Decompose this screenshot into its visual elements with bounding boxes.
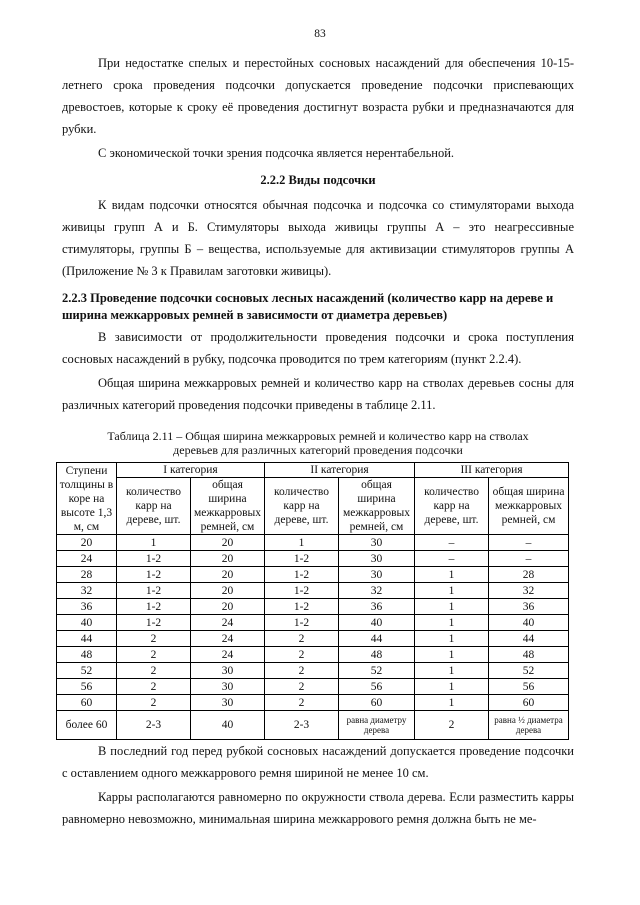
table-cell: 48 [339, 647, 415, 663]
table-cell: 2 [265, 647, 339, 663]
width-header: общая ширина межкарровых ремней, см [191, 478, 265, 535]
table-cell: 24 [191, 647, 265, 663]
table-cell: 2 [117, 647, 191, 663]
table-cell: 30 [339, 535, 415, 551]
table-cell: 28 [57, 567, 117, 583]
table-cell: 2 [415, 711, 489, 740]
table-cell: 52 [489, 663, 569, 679]
table-cell: 24 [191, 631, 265, 647]
paragraph-last-year: В последний год перед рубкой сосновых насаждений допускается проведение подсочки с оставлением одного межкаррового ремня шириной не менее 10 см. [62, 744, 574, 780]
stage-header: Ступени толщины в коре на высоте 1,3 м, см [57, 463, 117, 535]
table-row [57, 583, 569, 599]
table-cell: 48 [57, 647, 117, 663]
table-cell: 44 [489, 631, 569, 647]
count-header: количество карр на дереве, шт. [415, 478, 489, 535]
table-row [57, 631, 569, 647]
table-cell: 32 [489, 583, 569, 599]
table-cell: 24 [191, 615, 265, 631]
table-cell: 20 [191, 567, 265, 583]
table-cell: 1 [265, 535, 339, 551]
table-cell: 44 [57, 631, 117, 647]
table-cell: 2-3 [265, 711, 339, 740]
paragraph-young-stands: При недостатке спелых и перестойных сосновых насаждений для обеспечения 10-15-летнего срока проведения подсочки допускается проведение подсочки приспевающих древостоев, которые к сроку её проведения достигнут возраста рубки и предназначаются для рубки. [62, 56, 574, 136]
table-row [57, 551, 569, 567]
table-row [57, 663, 569, 679]
table-cell: 20 [191, 535, 265, 551]
table-cell: 30 [191, 663, 265, 679]
table-cell: 1-2 [117, 567, 191, 583]
table-cell: 30 [191, 679, 265, 695]
table-row [57, 599, 569, 615]
table-row [57, 615, 569, 631]
table-cell: 1 [415, 599, 489, 615]
table-cell: 30 [191, 695, 265, 711]
table-cell: 60 [57, 695, 117, 711]
table-cell: 60 [339, 695, 415, 711]
width-header: общая ширина межкарровых ремней, см [489, 478, 569, 535]
table-cell: 52 [57, 663, 117, 679]
table-row [57, 647, 569, 663]
table-cell: 2 [265, 695, 339, 711]
table-row [57, 711, 569, 740]
table-cell: 56 [339, 679, 415, 695]
table-cell: 20 [191, 599, 265, 615]
table-cell: 2-3 [117, 711, 191, 740]
count-header: количество карр на дереве, шт. [117, 478, 191, 535]
table-cell: 28 [489, 567, 569, 583]
table-cell: 2 [265, 663, 339, 679]
table-cell: 30 [339, 551, 415, 567]
table-cell: 40 [191, 711, 265, 740]
table-cell: 44 [339, 631, 415, 647]
table-cell: 40 [339, 615, 415, 631]
page-number: 83 [314, 28, 326, 40]
table-cell: 1-2 [117, 615, 191, 631]
table-cell: более 60 [57, 711, 117, 740]
paragraph-unprofitable: С экономической точки зрения подсочка является нерентабельной. [98, 146, 455, 160]
table-caption-line2: деревьев для различных категорий проведения подсочки [173, 443, 463, 457]
table-cell: 1 [415, 647, 489, 663]
table-cell: 1-2 [265, 583, 339, 599]
width-header: общая ширина межкарровых ремней, см [339, 478, 415, 535]
heading-tapping-types: 2.2.2 Виды подсочки [260, 173, 376, 187]
tapping-table [56, 462, 569, 740]
category-2-header: II категория [265, 463, 415, 478]
table-cell: 2 [265, 679, 339, 695]
table-cell: – [489, 535, 569, 551]
table-cell: 60 [489, 695, 569, 711]
heading-tapping-conduct: 2.2.3 Проведение подсочки сосновых лесных насаждений (количество карр на дереве и ширина межкарровых ремней в зависимости от диаметра деревьев) [62, 291, 554, 322]
table-cell: равна ½ диаметра дерева [489, 711, 569, 740]
table-cell: – [489, 551, 569, 567]
table-cell: 36 [489, 599, 569, 615]
table-caption-line1: Таблица 2.11 – Общая ширина межкарровых ремней и количество карр на стволах [107, 429, 529, 443]
table-cell: 1-2 [117, 551, 191, 567]
table-cell: – [415, 535, 489, 551]
table-cell: 1 [415, 679, 489, 695]
table-cell: 1-2 [265, 551, 339, 567]
table-cell: – [415, 551, 489, 567]
paragraph-categories: В зависимости от продолжительности проведения подсочки и срока поступления сосновых насаждений в рубку, подсочка проводится по трем категориям (пункт 2.2.4). [62, 330, 574, 366]
table-cell: 48 [489, 647, 569, 663]
table-cell: 1-2 [117, 599, 191, 615]
table-cell: 1 [415, 631, 489, 647]
table-cell: 2 [117, 663, 191, 679]
table-cell: 1 [415, 663, 489, 679]
table-cell: 20 [191, 551, 265, 567]
paragraph-placement: Карры располагаются равномерно по окружности ствола дерева. Если разместить карры равномерно невозможно, минимальная ширина межкаррового ремня должна быть не ме- [62, 790, 574, 826]
count-header: количество карр на дереве, шт. [265, 478, 339, 535]
table-cell: 32 [57, 583, 117, 599]
table-row [57, 679, 569, 695]
paragraph-table-reference: Общая ширина межкарровых ремней и количество карр на стволах деревьев сосны для различных категорий проведения подсочки приведены в таблице 2.11. [62, 376, 574, 412]
table-cell: 2 [265, 631, 339, 647]
table-cell: 1-2 [265, 599, 339, 615]
table-cell: 36 [57, 599, 117, 615]
table-cell: 40 [489, 615, 569, 631]
table-row [57, 695, 569, 711]
table-row [57, 567, 569, 583]
table-cell: 1 [415, 583, 489, 599]
table-cell: 1 [415, 615, 489, 631]
table-cell: 1 [117, 535, 191, 551]
table-cell: 20 [191, 583, 265, 599]
table-cell: 56 [489, 679, 569, 695]
paragraph-tapping-types: К видам подсочки относятся обычная подсочка и подсочка со стимуляторами выхода живицы групп А и Б. Стимуляторы выхода живицы группы А – это неагрессивные стимуляторы, группы Б – вещества, используемые для активизации стимуляторов группы А (Приложение № 3 к Правилам заготовки живицы). [62, 198, 574, 278]
table-cell: 24 [57, 551, 117, 567]
table-cell: 56 [57, 679, 117, 695]
table-cell: 30 [339, 567, 415, 583]
table-cell: 40 [57, 615, 117, 631]
table-cell: 20 [57, 535, 117, 551]
category-1-header: I категория [117, 463, 265, 478]
table-cell: 52 [339, 663, 415, 679]
table-row [57, 535, 569, 551]
table-cell: 1-2 [265, 615, 339, 631]
table-cell: 36 [339, 599, 415, 615]
table-cell: 2 [117, 631, 191, 647]
table-cell: 2 [117, 679, 191, 695]
table-cell: 1 [415, 695, 489, 711]
table-cell: 1 [415, 567, 489, 583]
category-3-header: III категория [415, 463, 569, 478]
table-cell: 32 [339, 583, 415, 599]
table-cell: равна диаметру дерева [339, 711, 415, 740]
table-cell: 1-2 [265, 567, 339, 583]
table-cell: 2 [117, 695, 191, 711]
table-cell: 1-2 [117, 583, 191, 599]
